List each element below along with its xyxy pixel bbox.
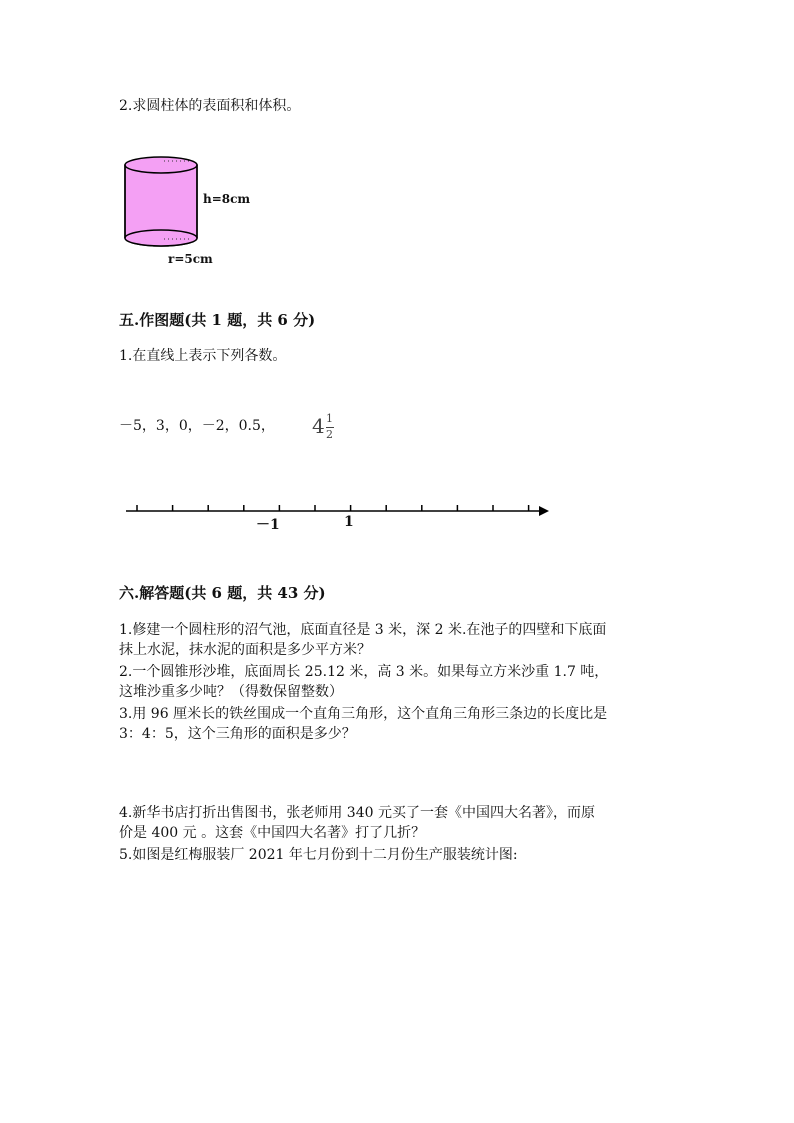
s6-q1-line2: 抹上水泥，抹水泥的面积是多少平方米？ [119,642,371,658]
height-label: h=8cm [203,192,251,206]
mixed-number-whole: 4 [312,414,325,438]
s6-q2-line1: 2.一个圆锥形沙堆，底面周长 25.12 米，高 3 米。如果每立方米沙重 1.7 吨， [119,664,609,680]
mixed-number [312,412,333,441]
s6-q1-line1: 1.修建一个圆柱形的沼气池，底面直径是 3 米，深 2 米.在池子的四壁和下底面 [119,622,607,638]
s6-q5-line1: 5.如图是红梅服装厂 2021 年七月份到十二月份生产服装统计图: [119,847,518,863]
cylinder-figure [125,157,197,246]
cylinder-question: 2.求圆柱体的表面积和体积。 [119,98,301,114]
s6-q3-line1: 3.用 96 厘米长的铁丝围成一个直角三角形，这个直角三角形三条边的长度比是 [119,706,608,722]
section6-heading: 六.解答题(共 6 题，共 43 分) [119,584,326,602]
s6-q3-line2: 3：4：5，这个三角形的面积是多少？ [119,726,356,742]
radius-label: r=5cm [168,252,213,266]
axis-label-one: 1 [344,514,354,530]
number-line [126,505,549,516]
section5-q1: 1.在直线上表示下列各数。 [119,348,287,364]
axis-label-neg-one: －1 [256,517,280,533]
s6-q4-line2: 价是 400 元 。这套《中国四大名著》打了几折？ [119,825,426,841]
s6-q4-line1: 4.新华书店打折出售图书，张老师用 340 元买了一套《中国四大名著》，而原 [119,805,595,821]
mixed-number-numerator: 1 [326,412,333,425]
numbers-list: －5，3，0，－2，0.5， [119,418,275,434]
s6-q2-line2: 这堆沙重多少吨？（得数保留整数） [119,684,343,700]
section5-heading: 五.作图题(共 1 题，共 6 分) [119,311,316,329]
mixed-number-denominator: 2 [326,428,333,441]
